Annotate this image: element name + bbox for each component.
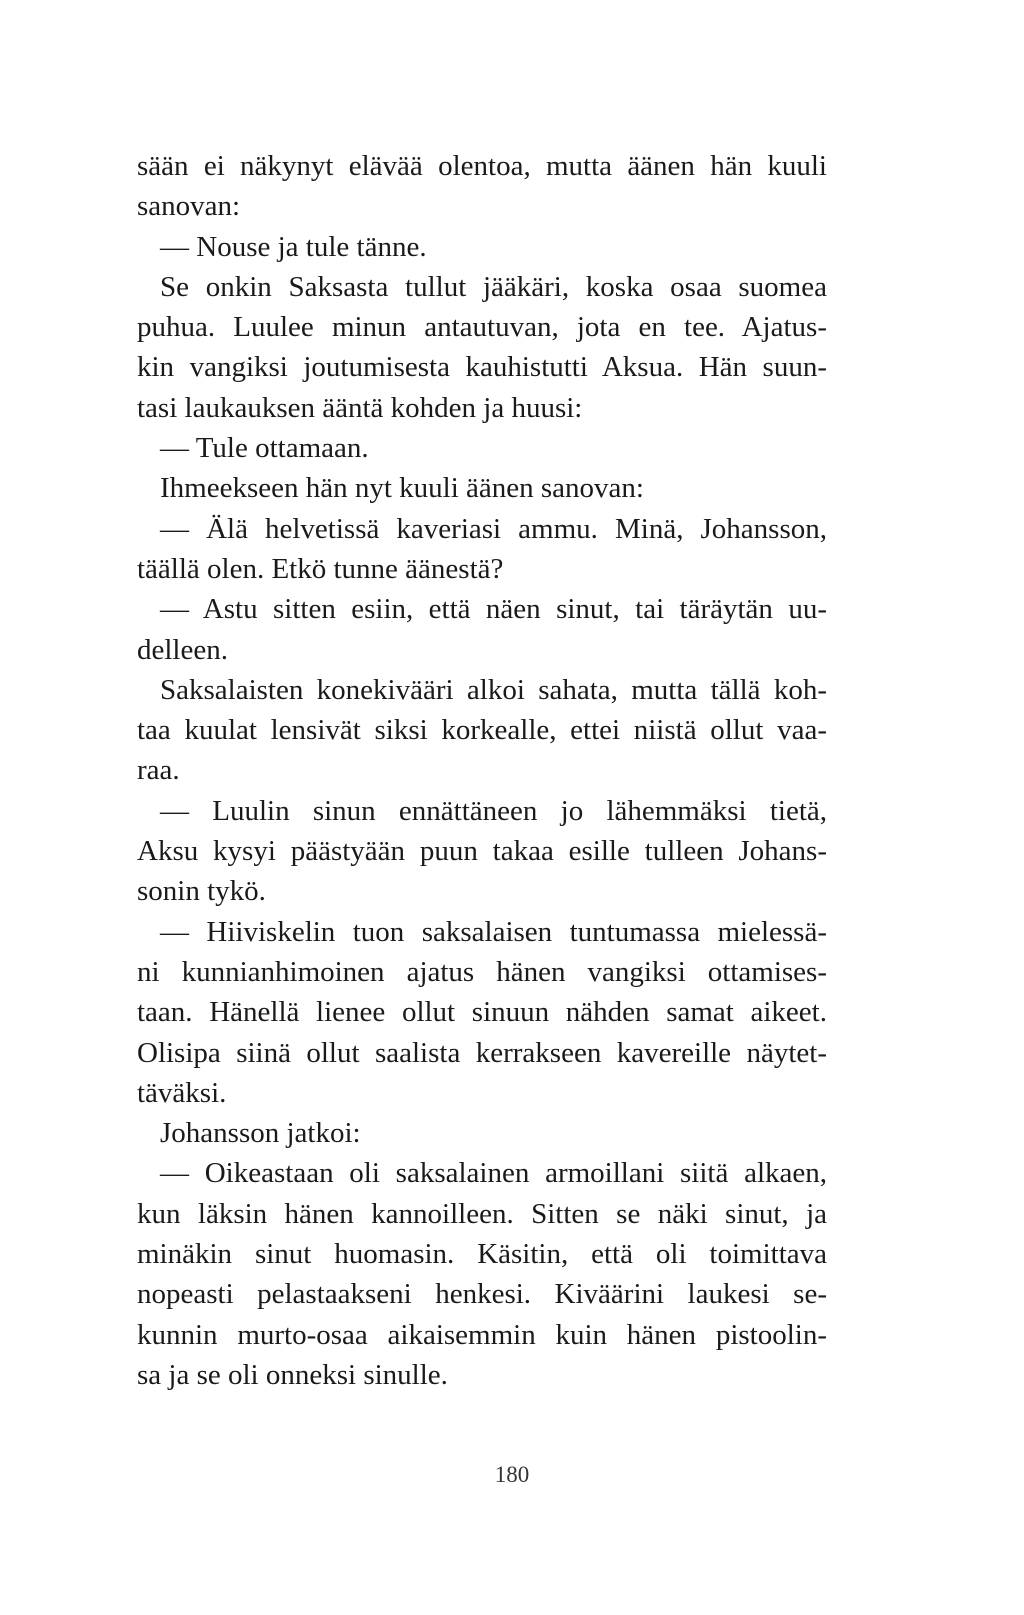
- text-line: sanovan:: [137, 190, 241, 223]
- text-line: taa kuulat lensivät siksi korkealle, ettei niistä ollut vaa-: [137, 714, 827, 747]
- text-line: tasi laukauksen ääntä kohden ja huusi:: [137, 391, 583, 424]
- text-line: kin vangiksi joutumisesta kauhistutti Aksua. Hän suun-: [137, 351, 827, 384]
- page-number: 180: [494, 1462, 530, 1487]
- text-line: Olisipa siinä ollut saalista kerrakseen kavereille näytet-: [137, 1036, 827, 1069]
- text-line: — Luulin sinun ennättäneen jo lähemmäksi tietä,: [160, 794, 827, 827]
- text-line: delleen.: [137, 633, 228, 666]
- text-line: sään ei näkynyt elävää olentoa, mutta äänen hän kuuli: [137, 150, 827, 182]
- text-line: kunnin murto-osaa aikaisemmin kuin hänen pistoolin-: [137, 1318, 827, 1351]
- text-line: kun läksin hänen kannoilleen. Sitten se näki sinut, ja: [137, 1197, 827, 1230]
- text-line: täväksi.: [137, 1076, 227, 1109]
- text-line: sonin tykö.: [137, 875, 266, 908]
- text-line: — Tule ottamaan.: [160, 432, 369, 465]
- text-line: Johansson jatkoi:: [160, 1117, 361, 1150]
- text-line: — Hiiviskelin tuon saksalaisen tuntumassa mielessä-: [160, 915, 827, 948]
- text-line: täällä olen. Etkö tunne äänestä?: [137, 552, 504, 585]
- text-line: Se onkin Saksasta tullut jääkäri, koska osaa suomea: [160, 270, 827, 303]
- text-line: — Älä helvetissä kaveriasi ammu. Minä, Johansson,: [160, 512, 827, 545]
- text-line: Aksu kysyi päästyään puun takaa esille tulleen Johans-: [137, 835, 827, 868]
- text-line: nopeasti pelastaakseni henkesi. Kiväärini laukesi se-: [137, 1278, 827, 1311]
- text-line: taan. Hänellä lienee ollut sinuun nähden samat aikeet.: [137, 996, 827, 1029]
- text-line: — Nouse ja tule tänne.: [160, 230, 427, 263]
- text-line: ni kunnianhimoinen ajatus hänen vangiksi ottamises-: [137, 955, 827, 988]
- text-line: puhua. Luulee minun antautuvan, jota en tee. Ajatus-: [137, 311, 827, 344]
- text-line: — Astu sitten esiin, että näen sinut, tai täräytän uu-: [160, 593, 827, 626]
- text-line: Ihmeekseen hän nyt kuuli äänen sanovan:: [160, 472, 644, 505]
- text-line: raa.: [137, 754, 180, 787]
- body-text: [137, 146, 827, 1395]
- text-line: Saksalaisten konekivääri alkoi sahata, mutta tällä koh-: [160, 673, 827, 706]
- text-line: sa ja se oli onneksi sinulle.: [137, 1358, 448, 1391]
- text-line: — Oikeastaan oli saksalainen armoillani siitä alkaen,: [160, 1157, 827, 1190]
- text-line: minäkin sinut huomasin. Käsitin, että oli toimittava: [137, 1238, 827, 1271]
